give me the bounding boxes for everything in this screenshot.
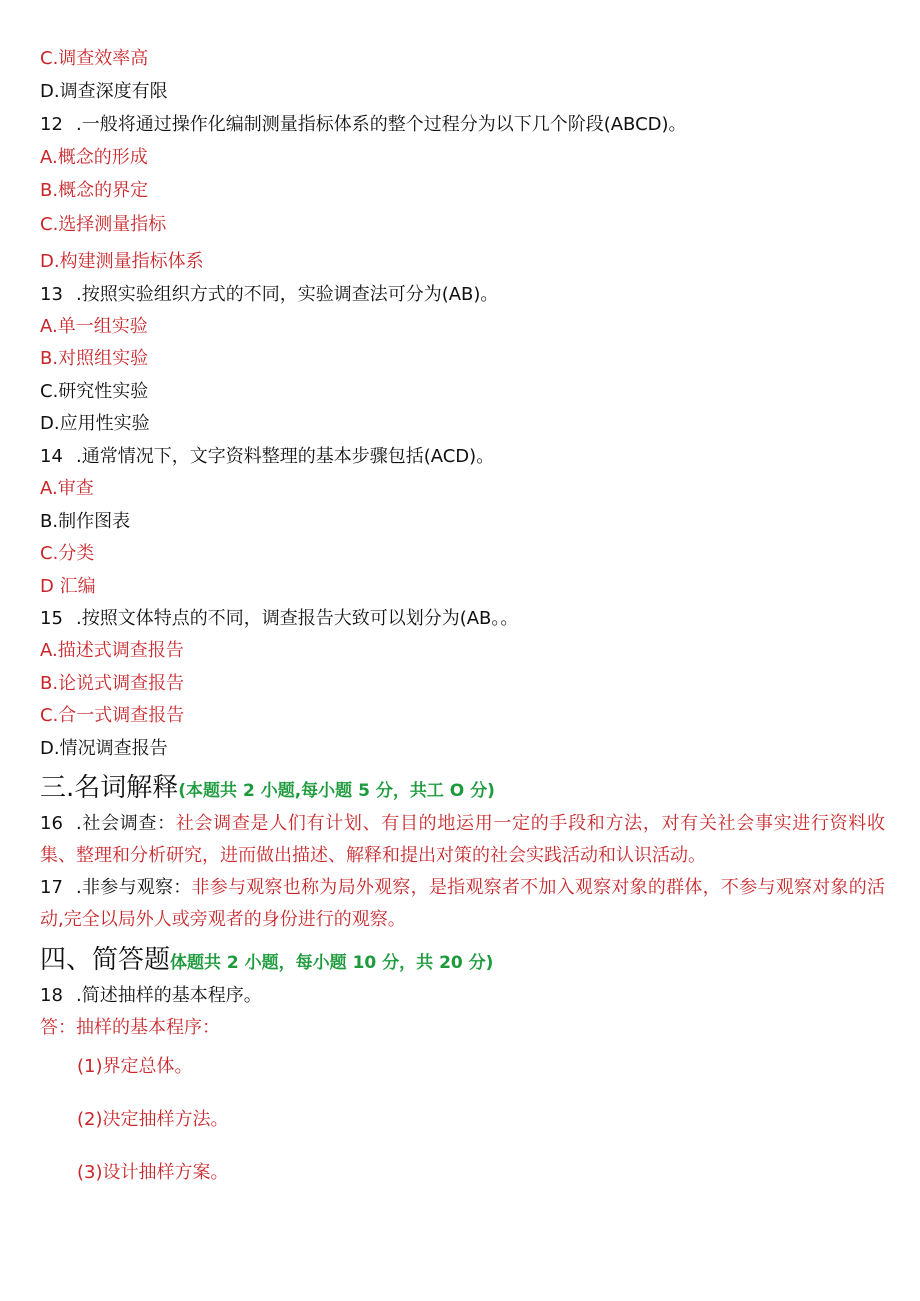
option-q15-b: B.论说式调查报告 (40, 673, 185, 694)
question-number: 13 (40, 284, 63, 305)
section-heading-4 (40, 944, 493, 979)
question-15 (40, 607, 518, 631)
definition-17 (40, 872, 885, 936)
question-number: 17 (40, 877, 63, 898)
term-label: .社会调查： (76, 813, 176, 834)
option-q15-d: D.情况调查报告 (40, 738, 168, 759)
option-q15-a: A.描述式调查报告 (40, 640, 184, 661)
option-q13-c: C.研究性实验 (40, 381, 149, 402)
answer-head: 答：抽样的基本程序： (40, 1017, 220, 1038)
option-q14-d: D 汇编 (40, 576, 96, 597)
answer-step-3: (3)设计抽样方案。 (77, 1162, 229, 1183)
question-12 (40, 113, 687, 137)
option-q12-c: C.选择测量指标 (40, 214, 167, 235)
option-q14-a: A.审查 (40, 478, 94, 499)
question-number: 12 (40, 114, 63, 135)
term-label: .非参与观察： (76, 877, 192, 898)
option-q14-b: B.制作图表 (40, 511, 131, 532)
option-q12-d: D.构建测量指标体系 (40, 251, 204, 272)
option-q15-c: C.合一式调查报告 (40, 705, 185, 726)
question-18 (40, 984, 262, 1008)
option-q13-b: B.对照组实验 (40, 348, 149, 369)
answer-step-1: (1)界定总体。 (77, 1056, 193, 1077)
question-13 (40, 283, 498, 307)
question-number: 16 (40, 813, 63, 834)
definition-text: 非参与观察也称为局外观察，是指观察者不加入观察对象的群体，不参与观察对象的活动,完全以局外人或旁观者的身份进行的观察。 (40, 877, 885, 930)
option-q14-c: C.分类 (40, 543, 95, 564)
option-q13-a: A.单一组实验 (40, 316, 148, 337)
option-q13-d: D.应用性实验 (40, 413, 150, 434)
option-q11-c: C.调查效率高 (40, 48, 149, 69)
question-text: .按照实验组织方式的不同，实验调查法可分为(AB)。 (76, 284, 499, 305)
section-heading-3 (40, 772, 495, 807)
option-q12-b: B.概念的界定 (40, 180, 149, 201)
question-text: .通常情况下，文字资料整理的基本步骤包括(ACD)。 (76, 446, 495, 467)
question-text: .一般将通过操作化编制测量指标体系的整个过程分为以下几个阶段(ABCD)。 (76, 114, 687, 135)
answer-step-2: (2)决定抽样方法。 (77, 1109, 229, 1130)
option-q12-a: A.概念的形成 (40, 147, 148, 168)
section-title: 三.名词解释 (40, 773, 179, 803)
question-number: 15 (40, 608, 63, 629)
question-number: 14 (40, 446, 63, 467)
section-note: (本题共 2 小题,每小题 5 分，共工 O 分) (178, 781, 495, 801)
definition-text: 社会调查是人们有计划、有目的地运用一定的手段和方法，对有关社会事实进行资料收集、整理和分析研究，进而做出描述、解释和提出对策的社会实践活动和认识活动。 (40, 813, 885, 866)
question-14 (40, 445, 494, 469)
section-note: 体题共 2 小题，每小题 10 分，共 20 分) (170, 953, 494, 973)
section-title: 四、简答题 (40, 945, 171, 975)
question-number: 18 (40, 985, 63, 1006)
definition-16 (40, 808, 885, 872)
question-text: .简述抽样的基本程序。 (76, 985, 262, 1006)
question-text: .按照文体特点的不同，调查报告大致可以划分为(AB。。 (76, 608, 519, 629)
option-q11-d: D.调查深度有限 (40, 81, 168, 102)
